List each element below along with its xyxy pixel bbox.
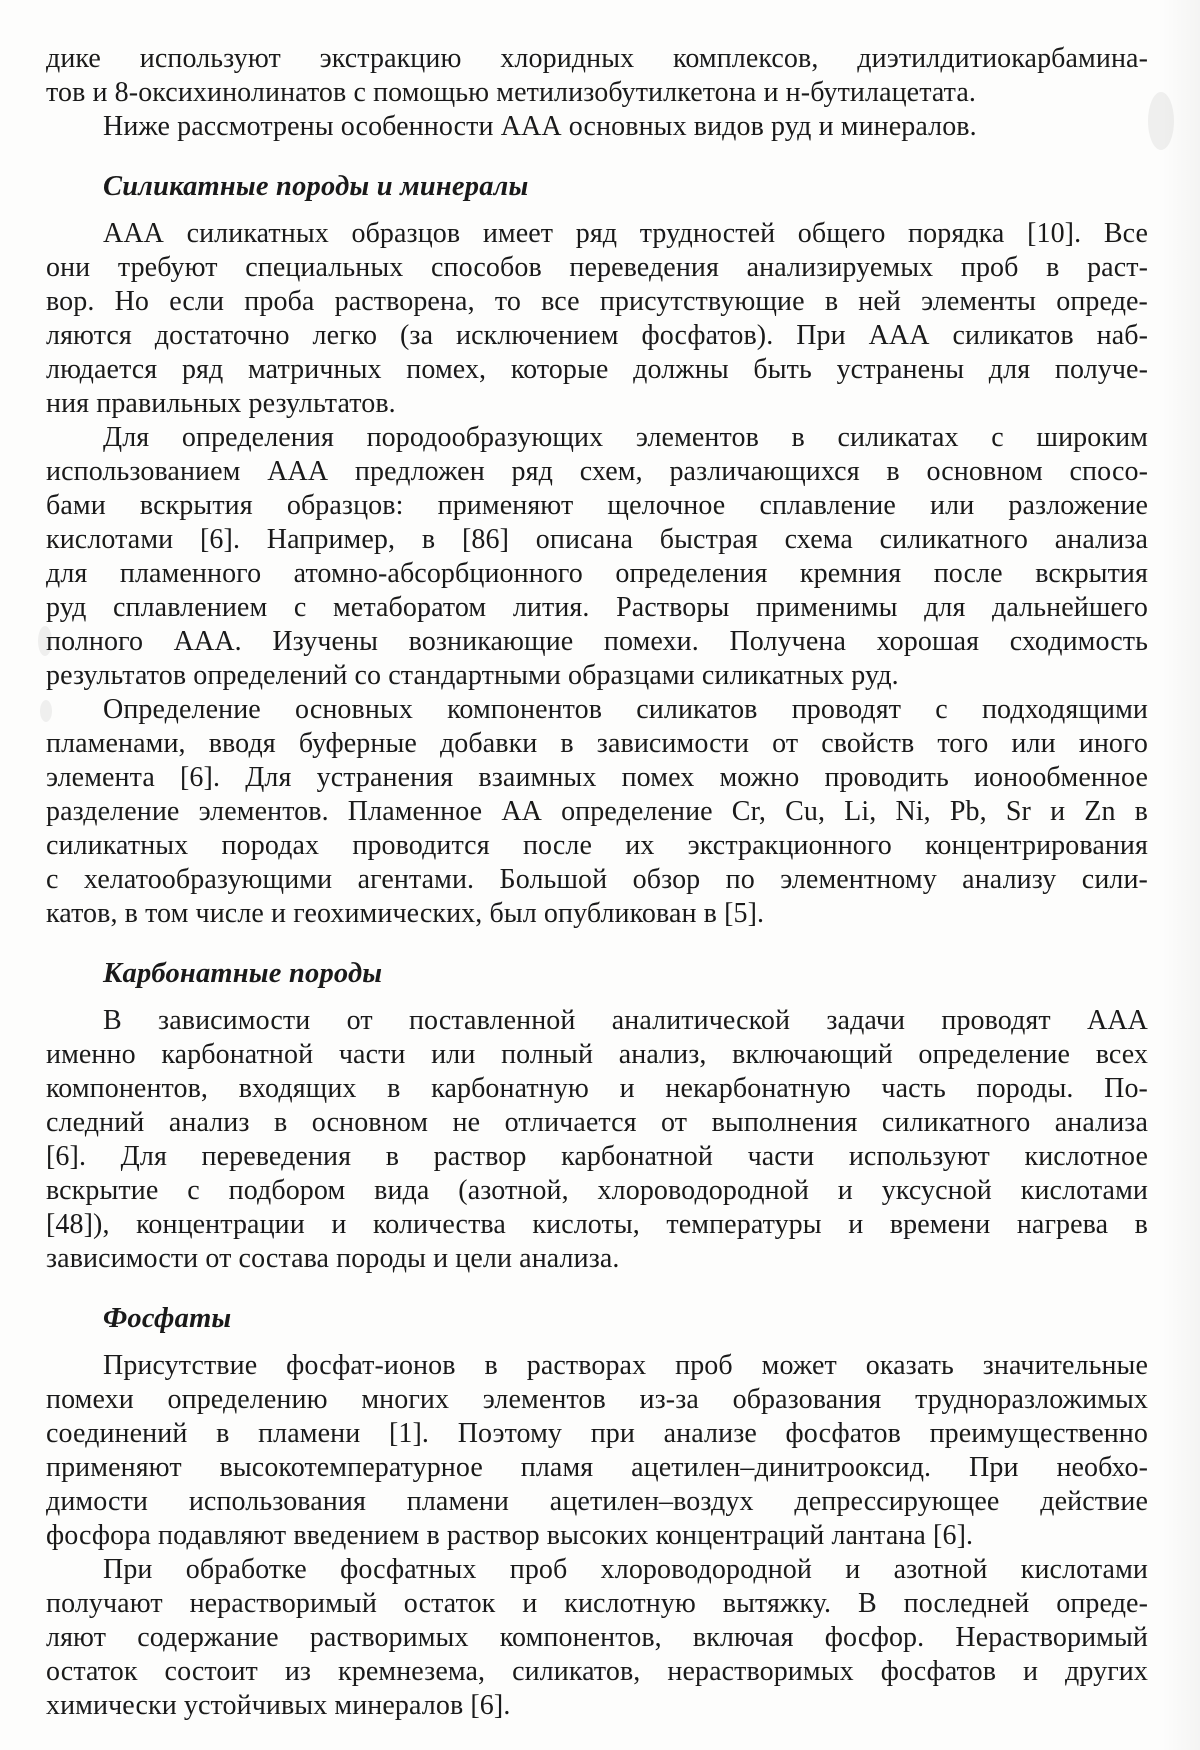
- section-heading: Силикатные породы и минералы: [103, 171, 529, 202]
- text-line: для пламенного атомно-абсорбционного определения кремния после вскрытия: [46, 558, 1148, 589]
- text-line: использованием ААА предложен ряд схем, различающихся в основном спосо-: [46, 456, 1148, 487]
- text-line: помехи определению многих элементов из-за образования трудноразложимых: [46, 1384, 1148, 1415]
- paragraph: [46, 1349, 1148, 1553]
- text-line: ААА силикатных образцов имеет ряд трудностей общего порядка [10]. Все: [103, 218, 1148, 249]
- text-line: При обработке фосфатных проб хлороводородной и азотной кислотами: [103, 1554, 1148, 1585]
- text-line: применяют высокотемпературное пламя ацетилен–динитрооксид. При необхо-: [46, 1452, 1148, 1483]
- paragraph: [46, 1004, 1148, 1276]
- paragraph: [46, 42, 1148, 110]
- text-line: разделение элементов. Пламенное АА определение Cr, Cu, Li, Ni, Pb, Sr и Zn в: [46, 796, 1148, 827]
- text-line: элемента [6]. Для устранения взаимных помех можно проводить ионообменное: [46, 762, 1148, 793]
- paragraph: [46, 217, 1148, 421]
- text-line: они требуют специальных способов переведения анализируемых проб в раст-: [46, 252, 1148, 283]
- text-line: следний анализ в основном не отличается от выполнения силикатного анализа: [46, 1107, 1148, 1138]
- text-line: силикатных породах проводится после их экстракционного концентрирования: [46, 830, 1148, 861]
- text-line: вскрытие с подбором вида (азотной, хлороводородной и уксусной кислотами: [46, 1175, 1148, 1206]
- text-block: [46, 42, 1148, 1723]
- section-heading: Карбонатные породы: [103, 958, 383, 989]
- text-line: катов, в том числе и геохимических, был опубликован в [5].: [46, 898, 765, 929]
- text-line: [48]), концентрации и количества кислоты, температуры и времени нагрева в: [46, 1209, 1148, 1240]
- text-line: с хелатообразующими агентами. Большой обзор по элементному анализу сили-: [46, 864, 1148, 895]
- text-line: бами вскрытия образцов: применяют щелочное сплавление или разложение: [46, 490, 1148, 521]
- text-line: дике используют экстракцию хлоридных комплексов, диэтилдитиокарбамина-: [46, 43, 1148, 74]
- paragraph: [46, 110, 1148, 144]
- text-line: остаток состоит из кремнезема, силикатов, нерастворимых фосфатов и других: [46, 1656, 1148, 1687]
- paragraph: [46, 421, 1148, 693]
- text-line: соединений в пламени [1]. Поэтому при анализе фосфатов преимущественно: [46, 1418, 1148, 1449]
- text-line: ляют содержание растворимых компонентов, включая фосфор. Нерастворимый: [46, 1622, 1148, 1653]
- text-line: компонентов, входящих в карбонатную и некарбонатную часть породы. По-: [46, 1073, 1148, 1104]
- text-line: результатов определений со стандартными образцами силикатных руд.: [46, 660, 899, 691]
- text-line: ляются достаточно легко (за исключением фосфатов). При ААА силикатов наб-: [46, 320, 1148, 351]
- text-line: полного ААА. Изучены возникающие помехи. Получена хорошая сходимость: [46, 626, 1148, 657]
- text-line: Присутствие фосфат-ионов в растворах проб может оказать значительные: [103, 1350, 1148, 1381]
- section-heading: Фосфаты: [103, 1303, 232, 1334]
- text-line: тов и 8-оксихинолинатов с помощью метилизобутилкетона и н-бутилацетата.: [46, 77, 976, 108]
- text-line: ния правильных результатов.: [46, 388, 396, 419]
- text-line: пламенами, вводя буферные добавки в зависимости от свойств того или иного: [46, 728, 1148, 759]
- paragraph: [46, 1553, 1148, 1723]
- text-line: [6]. Для переведения в раствор карбонатной части используют кислотное: [46, 1141, 1148, 1172]
- paragraph: [46, 693, 1148, 931]
- text-line: руд сплавлением с метаборатом лития. Растворы применимы для дальнейшего: [46, 592, 1148, 623]
- text-line: именно карбонатной части или полный анализ, включающий определение всех: [46, 1039, 1148, 1070]
- text-line: вор. Но если проба растворена, то все присутствующие в ней элементы опреде-: [46, 286, 1148, 317]
- text-line: получают нерастворимый остаток и кислотную вытяжку. В последней опреде-: [46, 1588, 1148, 1619]
- text-line: фосфора подавляют введением в раствор высоких концентраций лантана [6].: [46, 1520, 974, 1551]
- text-line: В зависимости от поставленной аналитической задачи проводят ААА: [103, 1005, 1148, 1036]
- text-line: димости использования пламени ацетилен–воздух депрессирующее действие: [46, 1486, 1148, 1517]
- text-line: Определение основных компонентов силикатов проводят с подходящими: [103, 694, 1148, 725]
- text-line: Для определения породообразующих элементов в силикатах с широким: [103, 422, 1148, 453]
- scan-artifact: [1148, 92, 1174, 150]
- text-line: Ниже рассмотрены особенности ААА основных видов руд и минералов.: [103, 111, 977, 142]
- text-line: химически устойчивых минералов [6].: [46, 1690, 511, 1721]
- text-line: зависимости от состава породы и цели анализа.: [46, 1243, 620, 1274]
- text-line: людается ряд матричных помех, которые должны быть устранены для получе-: [46, 354, 1148, 385]
- text-line: кислотами [6]. Например, в [86] описана быстрая схема силикатного анализа: [46, 524, 1148, 555]
